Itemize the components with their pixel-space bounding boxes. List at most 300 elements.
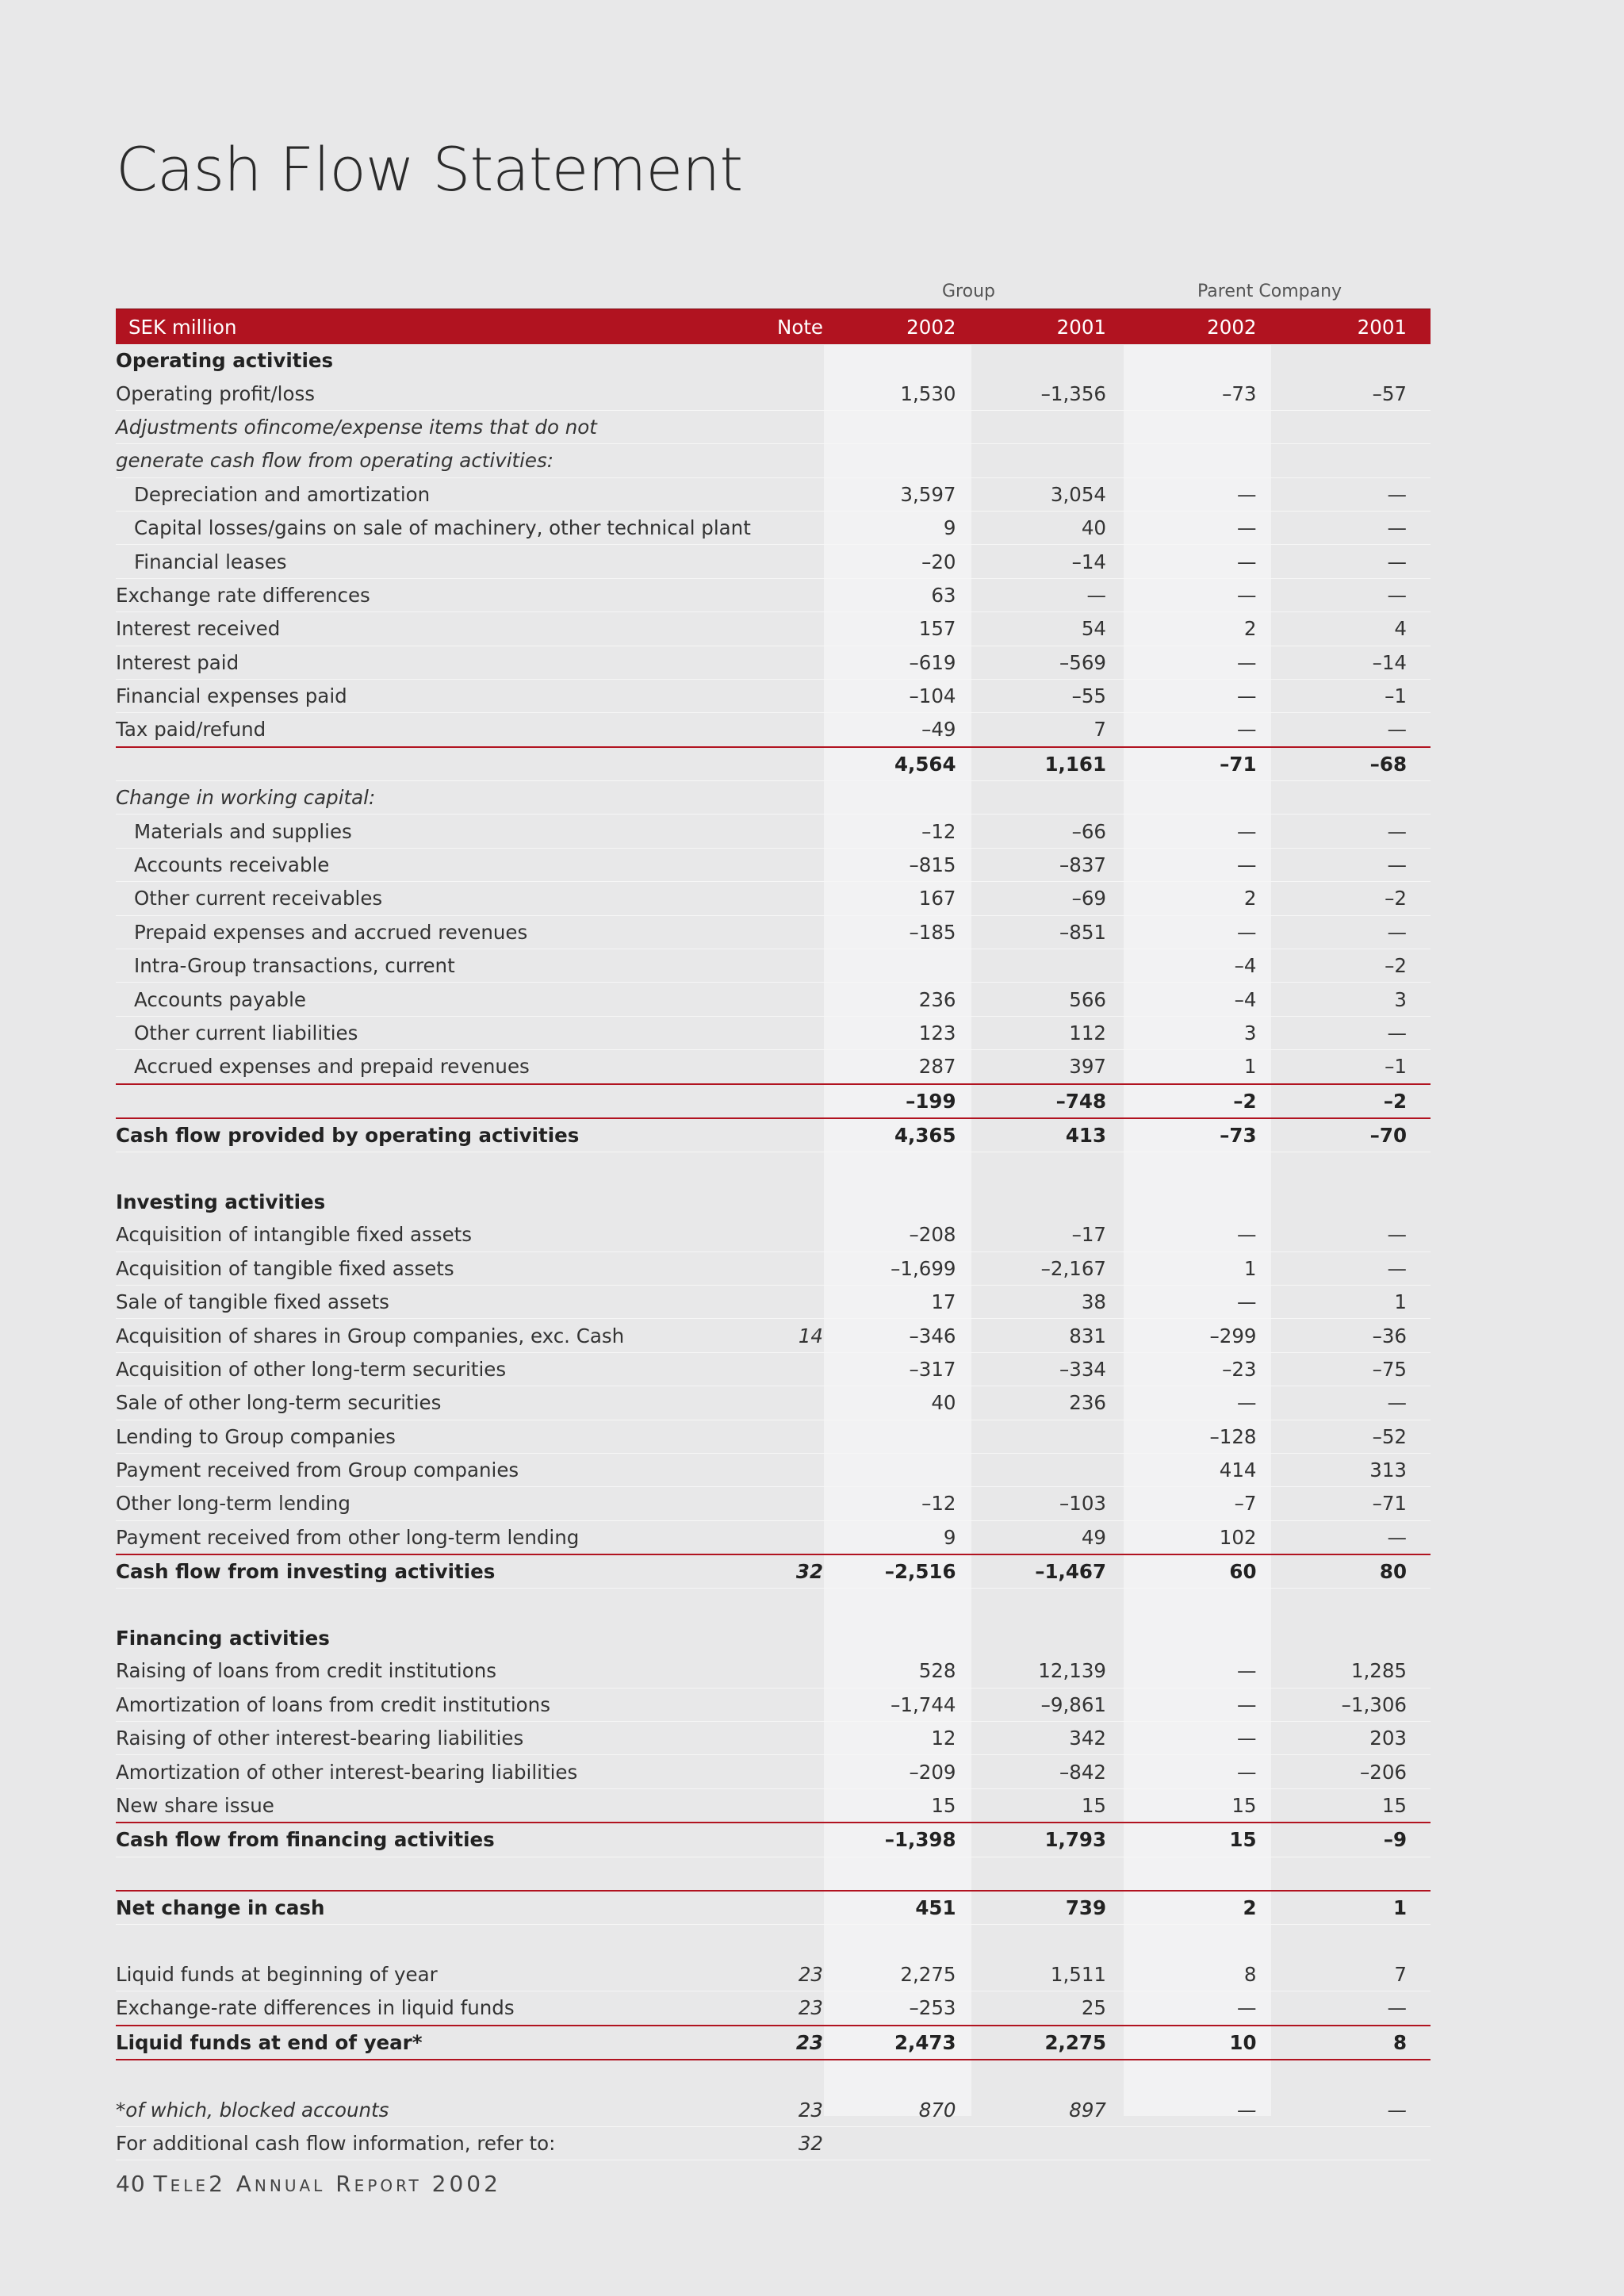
row-note: [734, 815, 829, 848]
row-label: Prepaid expenses and accrued revenues: [116, 915, 734, 949]
row-note: [734, 713, 829, 747]
row-note: [734, 1218, 829, 1251]
group-2001-value: 112: [980, 1016, 1131, 1049]
row-note: [734, 578, 829, 611]
parent-2001-value: 1: [1281, 1891, 1431, 1925]
parent-2001-value: —: [1281, 713, 1431, 747]
row-label: Cash flow provided by operating activities: [116, 1118, 734, 1152]
group-2002-value: 9: [829, 511, 980, 544]
group-2002-value: [829, 1453, 980, 1486]
table-row: [116, 949, 1431, 983]
table-row: [116, 2126, 1431, 2160]
parent-2001-value: –9: [1281, 1823, 1431, 1857]
parent-2002-value: –299: [1130, 1319, 1281, 1352]
group-2002-value: [829, 949, 980, 983]
group-2002-value: 12: [829, 1722, 980, 1755]
row-note: [734, 1050, 829, 1084]
group-2002-value: 2,473: [829, 2026, 980, 2060]
group-2002-value: 4,564: [829, 747, 980, 781]
table-row: [116, 679, 1431, 712]
parent-2001-value: –1,306: [1281, 1688, 1431, 1721]
group-2001-value: 49: [980, 1520, 1131, 1554]
group-2001-value: [980, 1453, 1131, 1486]
group-2001-value: 3,054: [980, 477, 1131, 511]
group-2002-value: –619: [829, 646, 980, 679]
group-2001-value: –837: [980, 848, 1131, 881]
table-row: [116, 1688, 1431, 1721]
group-2002-value: 123: [829, 1016, 980, 1049]
parent-2002-value: [1130, 410, 1281, 443]
row-note: [734, 646, 829, 679]
group-2002-value: [829, 1420, 980, 1453]
header-parent-2002: 2002: [1130, 309, 1281, 345]
parent-2001-value: –75: [1281, 1352, 1431, 1386]
row-label: Exchange rate differences: [116, 578, 734, 611]
group-2001-value: 38: [980, 1285, 1131, 1318]
row-label: Adjustments ofincome/expense items that do not: [116, 410, 734, 443]
parent-2001-value: –2: [1281, 882, 1431, 915]
table-row: [116, 815, 1431, 848]
parent-2002-value: —: [1130, 1688, 1281, 1721]
row-note: [734, 1755, 829, 1788]
row-label: Other current liabilities: [116, 1016, 734, 1049]
table-row: [116, 1487, 1431, 1520]
section-heading-row: [116, 1186, 1431, 1218]
group-2001-value: –2,167: [980, 1251, 1131, 1285]
parent-2002-value: —: [1130, 679, 1281, 712]
group-2001-value: 413: [980, 1118, 1131, 1152]
group-2001-value: 40: [980, 511, 1131, 544]
header-parent-2001: 2001: [1281, 309, 1431, 345]
group-2002-value: –209: [829, 1755, 980, 1788]
section-heading: Investing activities: [116, 1190, 326, 1213]
parent-2002-value: –73: [1130, 1118, 1281, 1152]
group-2002-value: 15: [829, 1788, 980, 1823]
group-2001-value: –103: [980, 1487, 1131, 1520]
parent-2002-value: 15: [1130, 1788, 1281, 1823]
parent-2002-value: [1130, 2126, 1281, 2160]
spacer-cell: [116, 1925, 1431, 1958]
parent-2002-value: 60: [1130, 1554, 1281, 1589]
table-row: [116, 848, 1431, 881]
parent-2002-value: —: [1130, 646, 1281, 679]
row-label: Sale of tangible fixed assets: [116, 1285, 734, 1318]
parent-2002-value: —: [1130, 848, 1281, 881]
row-label: generate cash flow from operating activities:: [116, 444, 734, 477]
header-label: SEK million: [116, 309, 734, 345]
table-body: [116, 344, 1431, 2160]
row-note: [734, 1688, 829, 1721]
table-row: [116, 545, 1431, 578]
parent-2001-value: —: [1281, 578, 1431, 611]
table-row: [116, 1958, 1431, 1991]
group-2001-value: –55: [980, 679, 1131, 712]
table-row: [116, 1084, 1431, 1118]
row-note: [734, 1788, 829, 1823]
row-label: Accounts receivable: [116, 848, 734, 881]
row-label: Payment received from Group companies: [116, 1453, 734, 1486]
row-label: Other current receivables: [116, 882, 734, 915]
row-note: 23: [734, 1958, 829, 1991]
row-note: 32: [734, 2126, 829, 2160]
row-label: Other long-term lending: [116, 1487, 734, 1520]
row-note: [734, 1118, 829, 1152]
row-note: [734, 949, 829, 983]
row-label: Interest paid: [116, 646, 734, 679]
table-row: [116, 1520, 1431, 1554]
row-note: 23: [734, 1991, 829, 2026]
row-note: [734, 848, 829, 881]
group-2001-value: –569: [980, 646, 1131, 679]
group-2001-value: 54: [980, 612, 1131, 646]
section-heading: Financing activities: [116, 1627, 330, 1650]
group-2002-value: –199: [829, 1084, 980, 1118]
table-row: [116, 1755, 1431, 1788]
section-heading: Operating activities: [116, 349, 334, 373]
row-note: [734, 781, 829, 815]
parent-2001-value: 3: [1281, 983, 1431, 1016]
parent-2001-value: 313: [1281, 1453, 1431, 1486]
row-label: Raising of other interest-bearing liabilities: [116, 1722, 734, 1755]
row-label: Tax paid/refund: [116, 713, 734, 747]
group-2001-value: 342: [980, 1722, 1131, 1755]
table-row: [116, 781, 1431, 815]
row-label: Accounts payable: [116, 983, 734, 1016]
spacer-cell: [116, 1152, 1431, 1186]
row-note: [734, 983, 829, 1016]
group-2001-value: 397: [980, 1050, 1131, 1084]
parent-2002-value: 1: [1130, 1251, 1281, 1285]
group-2002-value: 63: [829, 578, 980, 611]
group-2002-value: 17: [829, 1285, 980, 1318]
spacer-cell: [116, 2060, 1431, 2093]
group-2001-value: –748: [980, 1084, 1131, 1118]
table-row: [116, 377, 1431, 410]
table-row: [116, 1823, 1431, 1857]
row-label: Lending to Group companies: [116, 1420, 734, 1453]
spacer-row: [116, 1589, 1431, 1622]
parent-2001-value: 203: [1281, 1722, 1431, 1755]
table-row: [116, 1420, 1431, 1453]
row-label: Acquisition of other long-term securities: [116, 1352, 734, 1386]
row-label: Net change in cash: [116, 1891, 734, 1925]
row-label: Sale of other long-term securities: [116, 1386, 734, 1420]
parent-2002-value: —: [1130, 915, 1281, 949]
row-label: Cash flow from financing activities: [116, 1823, 734, 1857]
table-row: [116, 1352, 1431, 1386]
row-label: Interest received: [116, 612, 734, 646]
table-row: [116, 1991, 1431, 2026]
row-label: Accrued expenses and prepaid revenues: [116, 1050, 734, 1084]
header-note: Note: [734, 309, 829, 345]
group-2002-value: –317: [829, 1352, 980, 1386]
row-label: Acquisition of intangible fixed assets: [116, 1218, 734, 1251]
parent-2001-value: —: [1281, 2093, 1431, 2126]
row-note: [734, 1420, 829, 1453]
row-label: Liquid funds at end of year*: [116, 2026, 734, 2060]
parent-2002-value: [1130, 444, 1281, 477]
group-2002-value: 9: [829, 1520, 980, 1554]
group-2001-value: 12,139: [980, 1654, 1131, 1688]
parent-2002-value: [1130, 781, 1281, 815]
parent-2001-value: 4: [1281, 612, 1431, 646]
row-label: *of which, blocked accounts: [116, 2093, 734, 2126]
group-2002-value: 40: [829, 1386, 980, 1420]
table-row: [116, 410, 1431, 443]
row-note: [734, 477, 829, 511]
row-label: New share issue: [116, 1788, 734, 1823]
table-row: [116, 2026, 1431, 2060]
table-row: [116, 1654, 1431, 1688]
table-row: [116, 1319, 1431, 1352]
row-note: 32: [734, 1554, 829, 1589]
row-note: 23: [734, 2026, 829, 2060]
group-2002-value: 4,365: [829, 1118, 980, 1152]
table-row: [116, 983, 1431, 1016]
group-2002-value: 3,597: [829, 477, 980, 511]
parent-2001-value: 8: [1281, 2026, 1431, 2060]
row-note: [734, 1487, 829, 1520]
parent-2001-value: [1281, 444, 1431, 477]
row-note: [734, 1453, 829, 1486]
parent-2002-value: –2: [1130, 1084, 1281, 1118]
parent-2001-value: —: [1281, 511, 1431, 544]
parent-2001-value: –14: [1281, 646, 1431, 679]
row-note: [734, 410, 829, 443]
group-2001-value: –851: [980, 915, 1131, 949]
row-note: [734, 1251, 829, 1285]
parent-2002-value: —: [1130, 2093, 1281, 2126]
table-row: [116, 444, 1431, 477]
group-2002-value: –253: [829, 1991, 980, 2026]
group-2001-value: –9,861: [980, 1688, 1131, 1721]
group-2002-value: –12: [829, 815, 980, 848]
group-2001-value: –842: [980, 1755, 1131, 1788]
parent-2002-value: 2: [1130, 882, 1281, 915]
row-label: Amortization of loans from credit institutions: [116, 1688, 734, 1721]
page-footer: [116, 2171, 501, 2197]
parent-2002-value: —: [1130, 1386, 1281, 1420]
parent-2001-value: [1281, 781, 1431, 815]
group-2002-value: –185: [829, 915, 980, 949]
parent-2002-value: —: [1130, 713, 1281, 747]
section-heading-row: [116, 344, 1431, 377]
parent-2001-value: [1281, 2126, 1431, 2160]
group-2002-value: [829, 410, 980, 443]
row-note: [734, 1352, 829, 1386]
parent-2002-value: —: [1130, 511, 1281, 544]
page-number: 40: [116, 2171, 146, 2197]
row-label: Amortization of other interest-bearing liabilities: [116, 1755, 734, 1788]
group-2001-value: 7: [980, 713, 1131, 747]
section-heading-row: [116, 1622, 1431, 1654]
parent-2001-value: —: [1281, 545, 1431, 578]
table-row: [116, 1285, 1431, 1318]
parent-2002-value: –128: [1130, 1420, 1281, 1453]
parent-2002-value: –7: [1130, 1487, 1281, 1520]
report-name: Tele2 Annual Report 2002: [153, 2171, 501, 2197]
group-2002-value: [829, 444, 980, 477]
table-row: [116, 612, 1431, 646]
row-note: [734, 679, 829, 712]
group-2001-value: –1,467: [980, 1554, 1131, 1589]
group-2002-value: 870: [829, 2093, 980, 2126]
table-header-row: [116, 309, 1431, 345]
table-row: [116, 713, 1431, 747]
parent-2001-value: —: [1281, 1251, 1431, 1285]
table-row: [116, 511, 1431, 544]
parent-2002-value: 1: [1130, 1050, 1281, 1084]
group-2002-value: –104: [829, 679, 980, 712]
parent-2001-value: –1: [1281, 679, 1431, 712]
row-note: [734, 612, 829, 646]
parent-2001-value: –1: [1281, 1050, 1431, 1084]
row-note: [734, 444, 829, 477]
group-2002-value: –2,516: [829, 1554, 980, 1589]
row-note: 14: [734, 1319, 829, 1352]
parent-2002-value: 102: [1130, 1520, 1281, 1554]
group-2002-value: 451: [829, 1891, 980, 1925]
cash-flow-table: [116, 309, 1431, 2160]
row-label: Financial expenses paid: [116, 679, 734, 712]
row-label: [116, 1084, 734, 1118]
group-2001-value: 1,793: [980, 1823, 1131, 1857]
row-note: [734, 882, 829, 915]
table-row: [116, 1554, 1431, 1589]
row-label: Payment received from other long-term lending: [116, 1520, 734, 1554]
group-2002-value: –49: [829, 713, 980, 747]
group-2001-value: –17: [980, 1218, 1131, 1251]
parent-2002-value: —: [1130, 578, 1281, 611]
parent-2001-value: 15: [1281, 1788, 1431, 1823]
parent-2002-value: —: [1130, 815, 1281, 848]
parent-2001-value: 1: [1281, 1285, 1431, 1318]
group-2002-value: 528: [829, 1654, 980, 1688]
group-2001-value: –14: [980, 545, 1131, 578]
parent-2001-value: —: [1281, 815, 1431, 848]
parent-2002-value: 2: [1130, 612, 1281, 646]
row-label: For additional cash flow information, refer to:: [116, 2126, 734, 2160]
parent-2001-value: —: [1281, 477, 1431, 511]
group-header: Group: [942, 282, 995, 301]
parent-2002-value: —: [1130, 1991, 1281, 2026]
table-row: [116, 578, 1431, 611]
parent-2002-value: —: [1130, 1755, 1281, 1788]
row-note: [734, 1520, 829, 1554]
row-label: Materials and supplies: [116, 815, 734, 848]
group-2002-value: –346: [829, 1319, 980, 1352]
group-2002-value: 236: [829, 983, 980, 1016]
parent-2001-value: –2: [1281, 949, 1431, 983]
parent-2002-value: –71: [1130, 747, 1281, 781]
group-2002-value: –208: [829, 1218, 980, 1251]
row-label: Financial leases: [116, 545, 734, 578]
group-2001-value: –66: [980, 815, 1131, 848]
group-2001-value: [980, 949, 1131, 983]
parent-2002-value: 3: [1130, 1016, 1281, 1049]
table-row: [116, 1218, 1431, 1251]
table-row: [116, 1788, 1431, 1823]
spacer-cell: [116, 1857, 1431, 1891]
spacer-cell: [116, 1589, 1431, 1622]
row-label: Change in working capital:: [116, 781, 734, 815]
cash-flow-table-wrap: [116, 274, 1431, 2160]
group-2001-value: 2,275: [980, 2026, 1131, 2060]
row-note: [734, 747, 829, 781]
table-row: [116, 1891, 1431, 1925]
parent-2002-value: —: [1130, 1654, 1281, 1688]
group-2001-value: 25: [980, 1991, 1131, 2026]
parent-2002-value: 10: [1130, 2026, 1281, 2060]
row-note: [734, 545, 829, 578]
group-2001-value: 831: [980, 1319, 1131, 1352]
parent-2002-value: –23: [1130, 1352, 1281, 1386]
parent-2002-value: –4: [1130, 983, 1281, 1016]
row-note: [734, 1285, 829, 1318]
group-2002-value: –815: [829, 848, 980, 881]
group-2001-value: 897: [980, 2093, 1131, 2126]
table-row: [116, 1722, 1431, 1755]
table-row: [116, 915, 1431, 949]
group-2001-value: [980, 781, 1131, 815]
group-2002-value: [829, 2126, 980, 2160]
group-2002-value: 1,530: [829, 377, 980, 410]
row-label: Operating profit/loss: [116, 377, 734, 410]
table-row: [116, 1050, 1431, 1084]
group-2002-value: –12: [829, 1487, 980, 1520]
group-2001-value: 1,161: [980, 747, 1131, 781]
parent-2002-value: —: [1130, 1722, 1281, 1755]
row-note: [734, 1891, 829, 1925]
row-label: Depreciation and amortization: [116, 477, 734, 511]
table-row: [116, 1251, 1431, 1285]
table-row: [116, 747, 1431, 781]
row-label: Cash flow from investing activities: [116, 1554, 734, 1589]
spacer-row: [116, 1152, 1431, 1186]
group-2001-value: [980, 444, 1131, 477]
row-note: [734, 1386, 829, 1420]
header-group-2002: 2002: [829, 309, 980, 345]
parent-2001-value: [1281, 410, 1431, 443]
group-2001-value: —: [980, 578, 1131, 611]
parent-2001-value: —: [1281, 915, 1431, 949]
row-note: [734, 915, 829, 949]
group-2002-value: 167: [829, 882, 980, 915]
parent-2001-value: –2: [1281, 1084, 1431, 1118]
row-label: Acquisition of tangible fixed assets: [116, 1251, 734, 1285]
parent-2002-value: —: [1130, 545, 1281, 578]
table-row: [116, 1016, 1431, 1049]
row-label: [116, 747, 734, 781]
group-2001-value: 15: [980, 1788, 1131, 1823]
parent-2001-value: –206: [1281, 1755, 1431, 1788]
parent-2001-value: –57: [1281, 377, 1431, 410]
parent-2001-value: —: [1281, 1386, 1431, 1420]
group-2001-value: 739: [980, 1891, 1131, 1925]
parent-2002-value: 414: [1130, 1453, 1281, 1486]
group-2002-value: [829, 781, 980, 815]
column-group-headers: [116, 274, 1431, 309]
parent-company-header: Parent Company: [1197, 282, 1342, 301]
parent-2001-value: —: [1281, 848, 1431, 881]
group-2001-value: 1,511: [980, 1958, 1131, 1991]
parent-2001-value: —: [1281, 1991, 1431, 2026]
parent-2002-value: 2: [1130, 1891, 1281, 1925]
row-note: [734, 377, 829, 410]
parent-2001-value: —: [1281, 1016, 1431, 1049]
header-group-2001: 2001: [980, 309, 1131, 345]
parent-2001-value: 80: [1281, 1554, 1431, 1589]
